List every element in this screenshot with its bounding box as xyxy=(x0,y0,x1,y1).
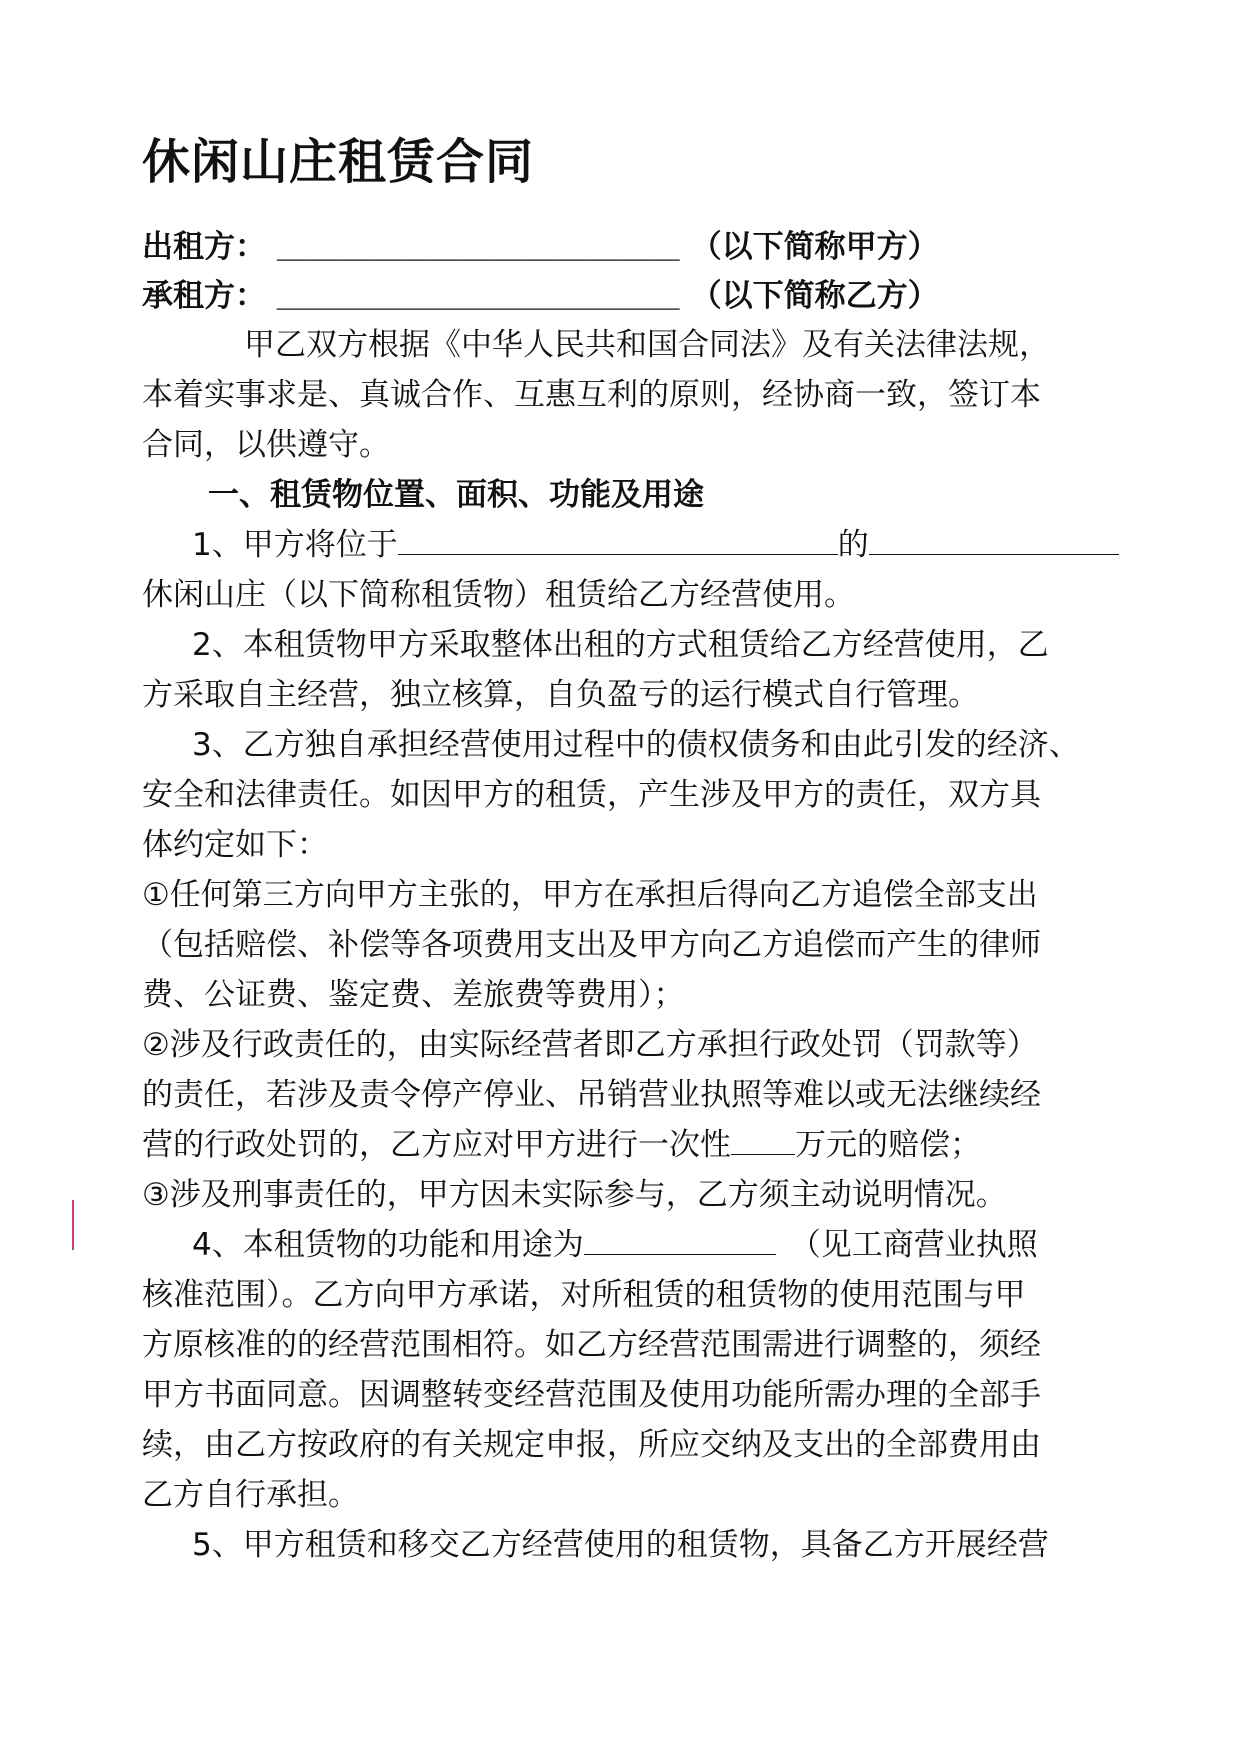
clause-4-line-3: 方原核准的的经营范围相符。如乙方经营范围需进行调整的，须经 xyxy=(142,1327,1041,1363)
clause-2-line-2: 方采取自主经营，独立核算，自负盈亏的运行模式自行管理。 xyxy=(142,677,979,713)
item-2-line-2: 的责任，若涉及责令停产停业、吊销营业执照等难以或无法继续经 xyxy=(142,1077,1041,1113)
clause-3-line-2: 安全和法律责任。如因甲方的租赁，产生涉及甲方的责任，双方具 xyxy=(142,777,1041,813)
clause-5-line-1: 5、甲方租赁和移交乙方经营使用的租赁物，具备乙方开展经营 xyxy=(192,1527,1049,1563)
item-2-text-a: 营的行政处罚的，乙方应对甲方进行一次性 xyxy=(142,1127,731,1163)
lessee-line xyxy=(142,271,939,321)
clause-3-line-3: 体约定如下： xyxy=(142,827,328,863)
clause-4-text-a: 4、本租赁物的功能和用途为 xyxy=(192,1227,584,1263)
item-2-line-1: ②涉及行政责任的，由实际经营者即乙方承担行政处罚（罚款等） xyxy=(142,1027,1038,1063)
lessor-label: 出租方： xyxy=(142,229,266,265)
preamble-line-1: 甲乙双方根据《中华人民共和国合同法》及有关法律法规， xyxy=(244,327,1050,363)
document-title: 休闲山庄租赁合同 xyxy=(142,134,535,190)
text-cursor-mark xyxy=(72,1200,74,1250)
clause-3-line-1: 3、乙方独自承担经营使用过程中的债权债务和由此引发的经济、 xyxy=(192,727,1080,763)
item-2-text-b: 万元的赔偿； xyxy=(795,1127,981,1163)
clause-4-line-2: 核准范围）。乙方向甲方承诺，对所租赁的租赁物的使用范围与甲 xyxy=(142,1277,1026,1313)
name-blank xyxy=(869,520,1119,555)
lessor-note: （以下简称甲方） xyxy=(690,229,939,265)
item-2-line-3 xyxy=(142,1120,1108,1170)
clause-4-line-6: 乙方自行承担。 xyxy=(142,1477,359,1513)
clause-4-line-1 xyxy=(142,1220,1108,1270)
item-1-line-3: 费、公证费、鉴定费、差旅费等费用）； xyxy=(142,977,685,1013)
contract-body xyxy=(142,320,1108,1570)
section-1-heading: 一、租赁物位置、面积、功能及用途 xyxy=(208,477,704,513)
location-blank xyxy=(398,520,838,555)
lessor-line xyxy=(142,222,939,272)
item-3-line: ③涉及刑事责任的，甲方因未实际参与，乙方须主动说明情况。 xyxy=(142,1177,1007,1213)
clause-4-line-5: 续，由乙方按政府的有关规定申报，所应交纳及支出的全部费用由 xyxy=(142,1427,1041,1463)
clause-1-line-2: 休闲山庄（以下简称租赁物）租赁给乙方经营使用。 xyxy=(142,577,855,613)
lessee-blank: ＿＿＿＿＿＿＿＿＿＿＿＿＿ xyxy=(276,278,680,314)
preamble-line-2: 本着实事求是、真诚合作、互惠互利的原则，经协商一致，签订本 xyxy=(142,377,1041,413)
preamble-line-3: 合同，以供遵守。 xyxy=(142,427,390,463)
clause-4-text-b: （见工商营业执照 xyxy=(789,1227,1038,1263)
clause-1-text-b: 的 xyxy=(837,527,869,563)
clause-2-line-1: 2、本租赁物甲方采取整体出租的方式租赁给乙方经营使用，乙 xyxy=(192,627,1049,663)
purpose-blank xyxy=(584,1220,776,1255)
clause-1-text-a: 1、甲方将位于 xyxy=(192,527,398,563)
item-1-line-1: ①任何第三方向甲方主张的，甲方在承担后得向乙方追偿全部支出 xyxy=(142,877,1038,913)
lessee-note: （以下简称乙方） xyxy=(690,278,939,314)
clause-1-line-1 xyxy=(142,520,1108,570)
compensation-blank xyxy=(731,1120,795,1155)
lessor-blank: ＿＿＿＿＿＿＿＿＿＿＿＿＿ xyxy=(276,229,680,265)
lessee-label: 承租方： xyxy=(142,278,266,314)
clause-4-line-4: 甲方书面同意。因调整转变经营范围及使用功能所需办理的全部手 xyxy=(142,1377,1041,1413)
item-1-line-2: （包括赔偿、补偿等各项费用支出及甲方向乙方追偿而产生的律师 xyxy=(142,927,1041,963)
